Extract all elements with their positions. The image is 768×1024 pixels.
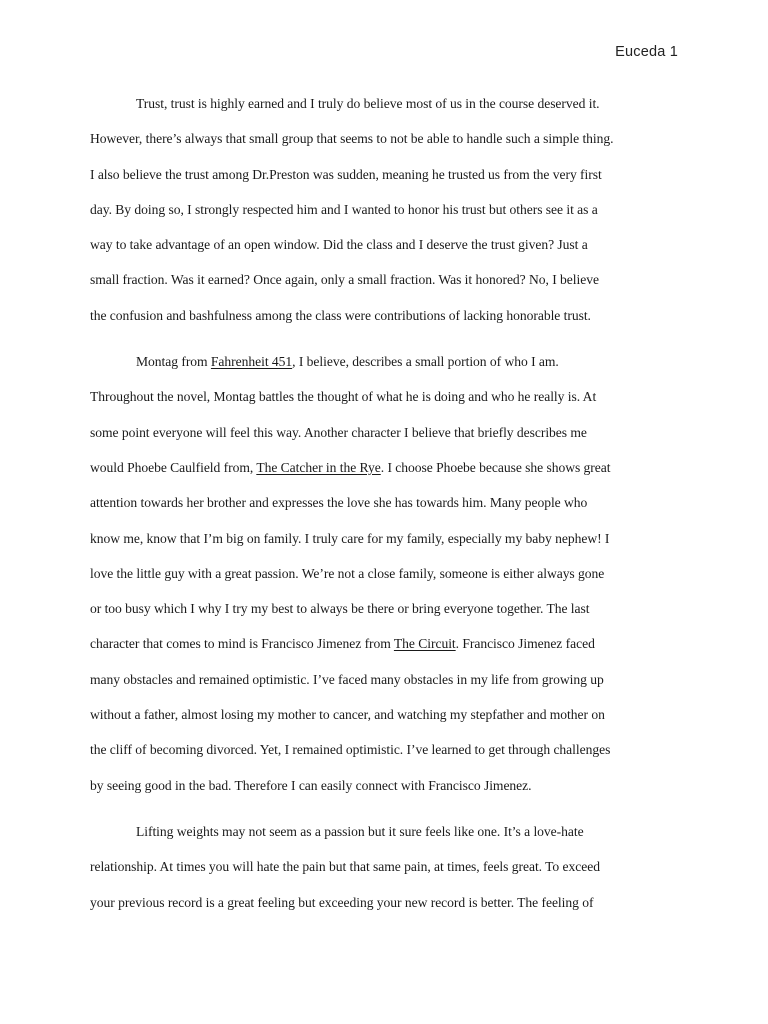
text-run: . Francisco Jimenez faced [455, 636, 595, 652]
paragraph-line: Lifting weights may not seem as a passion but it sure feels like one. It’s a love-hate [136, 823, 584, 839]
paragraph-line: know me, know that I’m big on family. I truly care for my family, especially my baby nephew! I [90, 530, 610, 546]
text-run: Montag from [136, 354, 211, 370]
paragraph-line: small fraction. Was it earned? Once again, only a small fraction. Was it honored? No, I believe [90, 272, 599, 288]
book-title-circuit: The Circuit [393, 636, 456, 652]
paragraph-line: way to take advantage of an open window. Did the class and I deserve the trust given? Just a [90, 237, 588, 253]
paragraph-line: Throughout the novel, Montag battles the thought of what he is doing and who he really is. At [90, 389, 597, 405]
paragraph-line: your previous record is a great feeling but exceeding your new record is better. The feeling of [90, 894, 594, 910]
book-title-fahrenheit: Fahrenheit 451 [210, 354, 293, 370]
text-run: would Phoebe Caulfield from, [90, 459, 257, 475]
paragraph-line [90, 344, 680, 379]
paragraph-line [90, 450, 680, 485]
book-title-catcher: The Catcher in the Rye [256, 459, 381, 475]
text-run: . I choose Phoebe because she shows great [380, 459, 611, 475]
paragraph-line: many obstacles and remained optimistic. I’ve faced many obstacles in my life from growing up [90, 671, 604, 687]
paragraph-line: some point everyone will feel this way. Another character I believe that briefly describes me [90, 424, 587, 440]
paragraph-characters [90, 344, 680, 803]
paragraph-weights [90, 814, 680, 920]
paragraph-line: I also believe the trust among Dr.Preston was sudden, meaning he trusted us from the very first [90, 166, 602, 182]
paragraph-trust [90, 86, 680, 333]
paragraph-line: relationship. At times you will hate the pain but that same pain, at times, feels great. To exceed [90, 859, 600, 875]
running-header: Euceda 1 [615, 44, 678, 60]
paragraph-line: or too busy which I why I try my best to always be there or bring everyone together. The last [90, 601, 590, 617]
paragraph-line: However, there’s always that small group that seems to not be able to handle such a simple thing. [90, 131, 614, 147]
paragraph-line: Trust, trust is highly earned and I truly do believe most of us in the course deserved it. [136, 96, 600, 111]
essay-body [90, 86, 680, 920]
paragraph-line: without a father, almost losing my mother to cancer, and watching my stepfather and mother on [90, 707, 605, 723]
paragraph-line: attention towards her brother and expresses the love she has towards him. Many people who [90, 495, 588, 511]
paragraph-line [90, 626, 680, 661]
paragraph-line: by seeing good in the bad. Therefore I can easily connect with Francisco Jimenez. [90, 777, 532, 793]
paragraph-line: the confusion and bashfulness among the class were contributions of lacking honorable trust. [90, 307, 591, 323]
paragraph-line: day. By doing so, I strongly respected him and I wanted to honor his trust but others see it as a [90, 201, 598, 217]
paragraph-line: love the little guy with a great passion. We’re not a close family, someone is either always gone [90, 565, 605, 581]
text-run: , I believe, describes a small portion of who I am. [292, 354, 559, 370]
paragraph-line: the cliff of becoming divorced. Yet, I remained optimistic. I’ve learned to get through challenges [90, 742, 611, 758]
text-run: character that comes to mind is Francisco Jimenez from [90, 636, 394, 652]
